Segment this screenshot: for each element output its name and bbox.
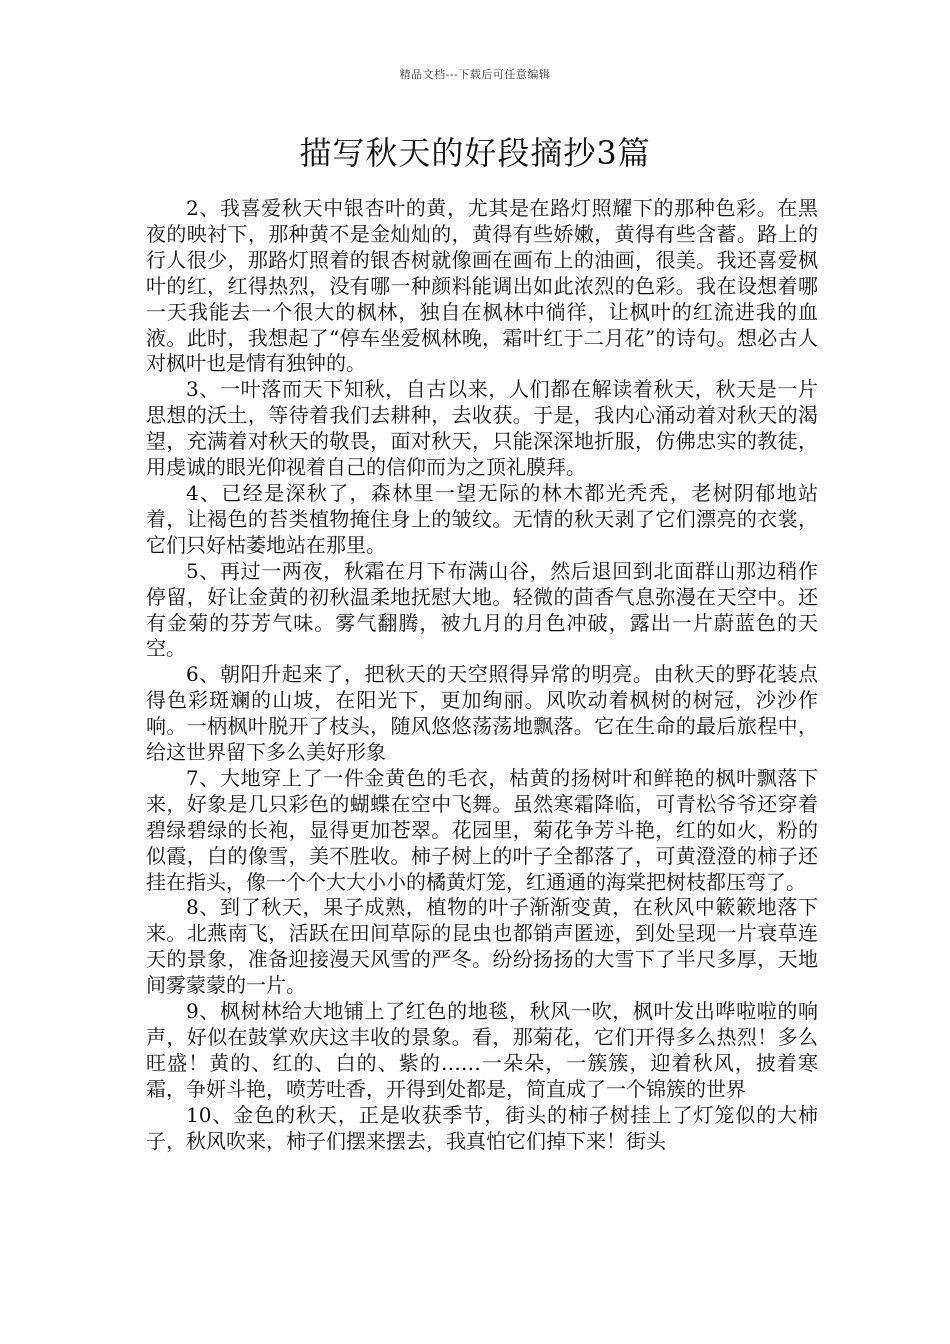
document-body: [146, 196, 818, 1155]
paragraph: 4、已经是深秋了，森林里一望无际的林木都光秃秃，老树阴郁地站着，让褐色的苔类植物掩住身上的皱纹。无情的秋天剥了它们漂亮的衣裳，它们只好枯萎地站在那里。: [146, 480, 818, 557]
paragraph: 6、朝阳升起来了，把秋天的天空照得异常的明亮。由秋天的野花装点得色彩斑斓的山坡，在阳光下，更加绚丽。风吹动着枫树的树冠，沙沙作响。一柄枫叶脱开了枝头，随风悠悠荡荡地飘落。它在生命的最后旅程中，给这世界留下多么美好形象: [146, 662, 818, 765]
paragraph: 2、我喜爱秋天中银杏叶的黄，尤其是在路灯照耀下的那种色彩。在黑夜的映衬下，那种黄不是金灿灿的，黄得有些娇嫩，黄得有些含蓄。路上的行人很少，那路灯照着的银杏树就像画在画布上的油画，很美。我还喜爱枫叶的红，红得热烈，没有哪一种颜料能调出如此浓烈的色彩。我在设想着哪一天我能去一个很大的枫林，独自在枫林中徜徉，让枫叶的红流进我的血液。此时，我想起了“停车坐爱枫林晚，霜叶红于二月花”的诗句。想必古人对枫叶也是情有独钟的。: [146, 196, 818, 376]
paragraph: 3、一叶落而天下知秋，自古以来，人们都在解读着秋天，秋天是一片思想的沃土，等待着我们去耕种，去收获。于是，我内心涌动着对秋天的渴望，充满着对秋天的敬畏，面对秋天，只能深深地折服，仿佛忠实的教徒，用虔诚的眼光仰视着自己的信仰而为之顶礼膜拜。: [146, 377, 818, 480]
paragraph: 10、金色的秋天，正是收获季节，街头的柿子树挂上了灯笼似的大柿子，秋风吹来，柿子们摆来摆去，我真怕它们掉下来！街头: [146, 1102, 818, 1153]
document-title: 描写秋天的好段摘抄3篇: [299, 134, 651, 172]
header-note: 精品文档---下载后可任意编辑: [399, 68, 551, 81]
paragraph: 8、到了秋天，果子成熟，植物的叶子渐渐变黄，在秋风中簌簌地落下来。北燕南飞，活跃在田间草际的昆虫也都销声匿迹，到处呈现一片衰草连天的景象，准备迎接漫天风雪的严冬。纷纷扬扬的大雪下了半尺多厚，天地间雾蒙蒙的一片。: [146, 895, 818, 998]
paragraph: 5、再过一两夜，秋霜在月下布满山谷，然后退回到北面群山那边稍作停留，好让金黄的初秋温柔地抚慰大地。轻微的茴香气息弥漫在天空中。还有金菊的芬芳气味。雾气翻腾，被九月的月色冲破，露出一片蔚蓝色的天空。: [146, 558, 818, 661]
paragraph: 9、枫树林给大地铺上了红色的地毯，秋风一吹，枫叶发出哗啦啦的响声，好似在鼓掌欢庆这丰收的景象。看，那菊花，它们开得多么热烈！多么旺盛！黄的、红的、白的、紫的……一朵朵，一簇簇，迎着秋风，披着寒霜，争妍斗艳，喷芳吐香，开得到处都是，简直成了一个锦簇的世界: [146, 999, 818, 1101]
paragraph: 7、大地穿上了一件金黄色的毛衣，枯黄的扬树叶和鲜艳的枫叶飘落下来，好象是几只彩色的蝴蝶在空中飞舞。虽然寒霜降临，可青松爷爷还穿着碧绿碧绿的长袍，显得更加苍翠。花园里，菊花争芳斗艳，红的如火，粉的似霞，白的像雪，美不胜收。柿子树上的叶子全都落了，可黄澄澄的柿子还挂在指头，像一个个大大小小的橘黄灯笼，红通通的海棠把树枝都压弯了。: [146, 765, 818, 894]
